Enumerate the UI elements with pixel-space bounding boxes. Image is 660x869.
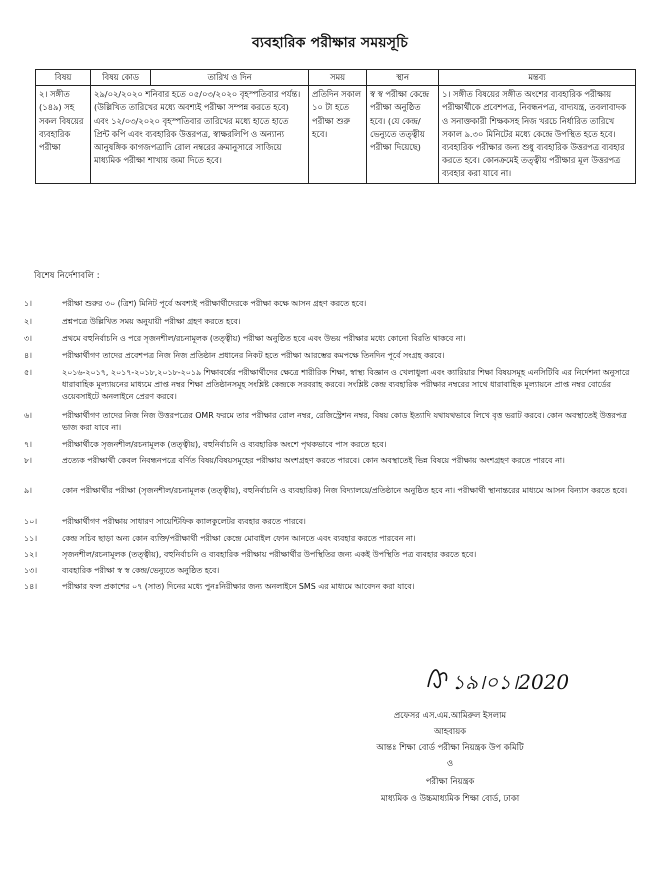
instruction-text: পরীক্ষার ফল প্রকাশের ০৭ (সাত) দিনের মধ্যে পুনঃনিরীক্ষার জন্য অনলাইনে SMS এর মাধ্যমে আবেদন করা যাবে। bbox=[62, 582, 415, 591]
schedule-table bbox=[35, 69, 636, 184]
special-instructions-title: বিশেষ নির্দেশাবলি : bbox=[34, 271, 100, 281]
instruction-number: ২। bbox=[24, 317, 32, 326]
signature-date: ১৯।০১।2020 bbox=[452, 670, 570, 694]
instruction-text: ২০১৬-২০১৭, ২০১৭-২০১৮,২০১৮-২০১৯ শিক্ষাবর্ষের পরীক্ষার্থীদের ক্ষেত্রে শারীরিক শিক্ষা, স্বাস্থ্য বিজ্ঞান ও খেলাধুলা এবং ক্যারিয়ার শিক্ষা বিষয়সমূহ এনসিটিবি এর নির্দেশনা অনুসারে ধারাবাহিক মূল্যায়নের মাধ্যমে প্রাপ্ত নম্বর শিক্ষা প্রতিষ্ঠানসমূহ সংশ্লিষ্ট কেন্দ্রকে সরবরাহ করবে। সংশ্লিষ্ট কেন্দ্র ব্যবহারিক পরীক্ষার নম্বরের সাথে ধারাবাহিক মূল্যায়নে প্রাপ্ত নম্বর বোর্ডের ওয়েবসাইটে অনলাইনে প্রেরণ করবে। bbox=[62, 368, 630, 401]
instruction-number: ৯। bbox=[24, 486, 32, 495]
table-header-row bbox=[36, 70, 636, 86]
table-row bbox=[36, 86, 636, 183]
instruction-number: ১২। bbox=[24, 550, 38, 559]
cell-subject bbox=[36, 86, 91, 183]
handwritten-signature bbox=[422, 657, 582, 701]
date-text: ২৯/০২/২০২০ শনিবার হতে ০৫/০৩/২০২০ বৃহস্পতিবার পর্যন্ত। (উল্লিখিত তারিখের মধ্যে অবশ্যই পরীক্ষা সম্পন্ন করতে হবে) এবং ১২/০৩/২০২০ বৃহস্পতিবার তারিখের মধ্যে হাতে হাতে প্রিন্ট কপি এবং ব্যবহারিক উত্তরপত্র, স্বাক্ষরলিপি ও অন্যান্য আনুষঙ্গিক কাগজপত্রাদি রোল নম্বরের ক্রমানুসারে সাজিয়ে মাধ্যমিক পরীক্ষা শাখায় জমা দিতে হবে। bbox=[94, 89, 301, 166]
time-text: প্রতিদিন সকাল ১০ টা হতে পরীক্ষা শুরু হবে। bbox=[312, 89, 361, 139]
column-header-venue: স্থান bbox=[367, 70, 439, 86]
instruction-text: প্রথমে বহুনির্বাচনি ও পরে সৃজনশীল/রচনামূলক (তত্ত্বীয়) পরীক্ষা অনুষ্ঠিত হবে এবং উভয় পরীক্ষার মধ্যে কোনো বিরতি থাকবে না। bbox=[62, 334, 466, 343]
instruction-number: ৮। bbox=[24, 456, 32, 465]
column-header-time: সময় bbox=[309, 70, 367, 86]
instruction-text: সৃজনশীল/রচনামূলক (তত্ত্বীয়), বহুনির্বাচনি ও ব্যবহারিক পরীক্ষায় পরীক্ষার্থীর উপস্থিতির জন্য একই উপস্থিতি পত্র ব্যবহার করতে হবে। bbox=[62, 550, 477, 559]
instruction-text: পরীক্ষার্থীগণ তাদের নিজ নিজ উত্তরপত্রের OMR ফরমে তার পরীক্ষার রোল নম্বর, রেজিস্ট্রেশন নম্বর, বিষয় কোড ইত্যাদি যথাযথভাবে লিখে বৃত্ত ভরাট করবে। কোন অবস্থাতেই উত্তরপত্র ভাজ করা যাবে না। bbox=[62, 411, 627, 432]
instruction-text: পরীক্ষার্থীগণ তাদের প্রবেশপত্র নিজ নিজ প্রতিষ্ঠান প্রধানের নিকট হতে পরীক্ষা আরম্ভের কমপক্ষে তিনদিন পূর্বে সংগ্রহ করবে। bbox=[62, 351, 445, 360]
signatory-committee: আন্তঃ শিক্ষা বোর্ড পরীক্ষা নিয়ন্ত্রক উপ কমিটি bbox=[376, 742, 524, 752]
cell-date bbox=[91, 86, 309, 183]
instruction-text: পরীক্ষার্থীগণ পরীক্ষায় সাধারণ সায়েন্টিফিক ক্যালকুলেটর ব্যবহার করতে পারবে। bbox=[62, 517, 306, 526]
instruction-number: ১০। bbox=[24, 517, 38, 526]
instruction-text: কোন পরীক্ষার্থীর পরীক্ষা (সৃজনশীল/রচনামূলক (তত্ত্বীয়), বহুনির্বাচনি ও ব্যবহারিক) নিজ বিদ্যালয়ে/প্রতিষ্ঠানে অনুষ্ঠিত হবে না। পরীক্ষার্থী স্থানান্তরের মাধ্যমে আসন বিন্যাস করতে হবে। bbox=[62, 486, 628, 495]
instruction-number: ১। bbox=[24, 299, 32, 308]
instruction-text: কেন্দ্র সচিব ছাড়া অন্য কোন ব্যক্তি/পরীক্ষার্থী পরীক্ষা কেন্দ্রে মোবাইল ফোন আনতে এবং ব্যবহার করতে পারবেন না। bbox=[62, 534, 416, 543]
instruction-text: পরীক্ষা শুরুর ৩০ (ত্রিশ) মিনিট পূর্বে অবশ্যই পরীক্ষার্থীদেরকে পরীক্ষা কক্ষে আসন গ্রহণ করতে হবে। bbox=[62, 299, 367, 308]
signatory-role: আহবায়ক bbox=[433, 726, 467, 736]
signatory-board: মাধ্যমিক ও উচ্চমাধ্যমিক শিক্ষা বোর্ড, ঢাকা bbox=[380, 793, 520, 803]
instruction-text: প্রত্যেক পরীক্ষার্থী কেবল নিবন্ধনপত্রে বর্ণিত বিষয়/বিষয়সমূহের পরীক্ষায় অংশগ্রহণ করতে পারবে। কোন অবস্থাতেই ভিন্ন বিষয়ে পরীক্ষায় অংশগ্রহণ করতে পারবে না। bbox=[62, 456, 565, 465]
remarks-text: ১। সঙ্গীত বিষয়ের সঙ্গীত অংশের ব্যবহারিক পরীক্ষায় পরীক্ষার্থীকে প্রবেশপত্র, নিবন্ধনপত্র, বাদ্যযন্ত্র, তবলাবাদক ও সনাক্তকারী শিক্ষকসহ নিজ খরচে নির্ধারিত তারিখে সকাল ৯.৩০ মিনিটের মধ্যে কেন্দ্রে উপস্থিত হতে হবে। ব্যবহারিক পরীক্ষার জন্য শুধু ব্যবহারিক উত্তরপত্র ব্যবহার করতে হবে। কোনক্রমেই তত্ত্বীয় পরীক্ষার মূল উত্তরপত্র ব্যবহার করা যাবে না। bbox=[442, 89, 626, 179]
signatory-name: প্রফেসর এস.এম.আমিরুল ইসলাম bbox=[393, 710, 507, 720]
instruction-number: ৬। bbox=[24, 411, 32, 420]
subject-text: ২। সঙ্গীত (১৪৯) সহ সকল বিষয়ের ব্যবহারিক পরীক্ষা bbox=[39, 89, 84, 153]
instruction-number: ৭। bbox=[24, 440, 32, 449]
cell-venue bbox=[367, 86, 439, 183]
signatory-conjunction: ও bbox=[446, 758, 454, 768]
page-title: ব্যবহারিক পরীক্ষার সময়সূচি bbox=[252, 35, 408, 51]
cell-time bbox=[309, 86, 367, 183]
column-header-subject: বিষয় bbox=[36, 70, 91, 86]
instruction-number: ৩। bbox=[24, 334, 32, 343]
instruction-text: ব্যবহারিক পরীক্ষা স্ব স্ব কেন্দ্র/ভেন্যুতে অনুষ্ঠিত হবে। bbox=[62, 566, 220, 575]
venue-text: স্ব স্ব পরীক্ষা কেন্দ্রে পরীক্ষা অনুষ্ঠিত হবে। (যে কেন্দ্র/ ভেন্যুতে তত্ত্বীয় পরীক্ষা দিয়েছে) bbox=[370, 89, 429, 153]
column-header-subject-code: বিষয় কোড bbox=[91, 70, 151, 86]
instruction-number: ১৩। bbox=[24, 566, 38, 575]
cell-remarks bbox=[439, 86, 636, 183]
instruction-text: প্রশ্নপত্রে উল্লিখিত সময় অনুযায়ী পরীক্ষা গ্রহণ করতে হবে। bbox=[62, 317, 241, 326]
signatory-role-2: পরীক্ষা নিয়ন্ত্রক bbox=[425, 776, 475, 786]
column-header-remarks: মন্তব্য bbox=[439, 70, 636, 86]
instruction-number: ৪। bbox=[24, 351, 32, 360]
instruction-text: পরীক্ষার্থীকে সৃজনশীল/রচনামূলক (তত্ত্বীয়), বহুনির্বাচনি ও ব্যবহারিক অংশে পৃথকভাবে পাস করতে হবে। bbox=[62, 440, 387, 449]
column-header-date: তারিখ ও দিন bbox=[151, 70, 309, 86]
instruction-number: ১১। bbox=[24, 534, 38, 543]
instruction-number: ৫। bbox=[24, 368, 32, 377]
instruction-number: ১৪। bbox=[24, 582, 38, 591]
